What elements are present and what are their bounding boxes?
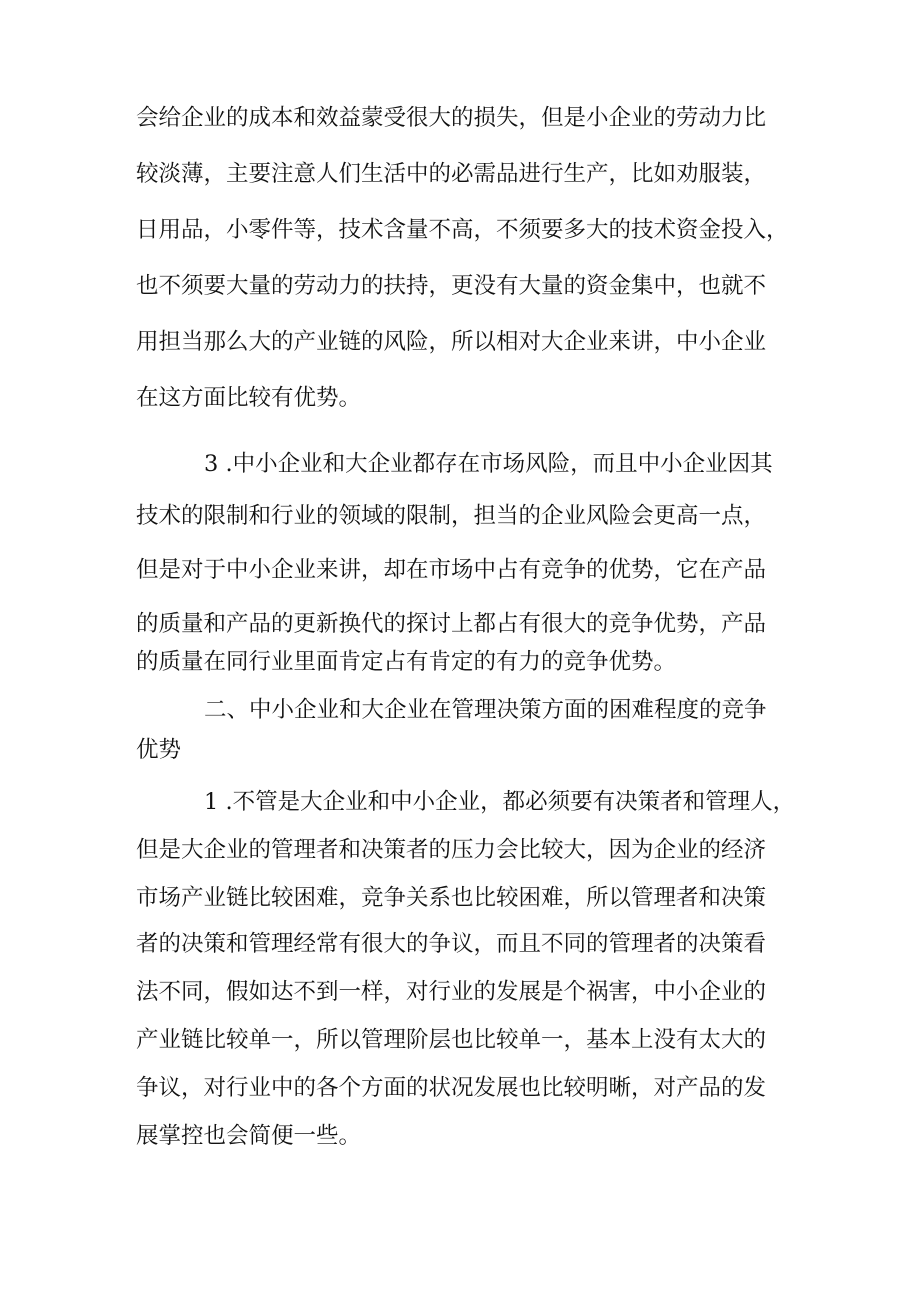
paragraph-line: 技术的限制和行业的领域的限制，担当的企业风险会更高一点， [136, 503, 767, 529]
paragraph-line: 展掌控也会简便一些。 [136, 1123, 362, 1149]
paragraph-line: 3 .中小企业和大企业都存在市场风险，而且中小企业因其 [204, 451, 773, 477]
paragraph-line: 市场产业链比较困难，竞争关系也比较困难，所以管理者和决策 [136, 885, 767, 911]
paragraph-line: 的质量和产品的更新换代的探讨上都占有很大的竞争优势，产品 [136, 611, 767, 637]
paragraph-line: 也不须要大量的劳动力的扶持，更没有大量的资金集中，也就不 [136, 273, 767, 299]
heading-line: 二、中小企业和大企业在管理决策方面的困难程度的竞争 [204, 697, 767, 723]
paragraph-line: 者的决策和管理经常有很大的争议，而且不同的管理者的决策看 [136, 931, 767, 957]
paragraph-line: 1 .不管是大企业和中小企业，都必须要有决策者和管理人， [204, 789, 796, 815]
heading-line: 优势 [136, 737, 182, 763]
paragraph-line: 用担当那么大的产业链的风险，所以相对大企业来讲，中小企业 [136, 329, 767, 355]
paragraph-line: 会给企业的成本和效益蒙受很大的损失，但是小企业的劳动力比 [136, 105, 767, 131]
paragraph-line: 但是大企业的管理者和决策者的压力会比较大，因为企业的经济 [136, 837, 767, 863]
paragraph-line: 但是对于中小企业来讲，却在市场中占有竞争的优势，它在产品 [136, 557, 767, 583]
paragraph-line: 在这方面比较有优势。 [136, 385, 362, 411]
paragraph-line: 的质量在同行业里面肯定占有肯定的有力的竞争优势。 [136, 649, 677, 675]
paragraph-line: 法不同，假如达不到一样，对行业的发展是个祸害，中小企业的 [136, 979, 767, 1005]
paragraph-line: 较淡薄，主要注意人们生活中的必需品进行生产，比如劝服装， [136, 161, 767, 187]
paragraph-line: 日用品，小零件等，技术含量不高，不须要多大的技术资金投入， [136, 217, 789, 243]
paragraph-line: 争议，对行业中的各个方面的状况发展也比较明晰，对产品的发 [136, 1075, 767, 1101]
paragraph-line: 产业链比较单一，所以管理阶层也比较单一，基本上没有太大的 [136, 1027, 767, 1053]
